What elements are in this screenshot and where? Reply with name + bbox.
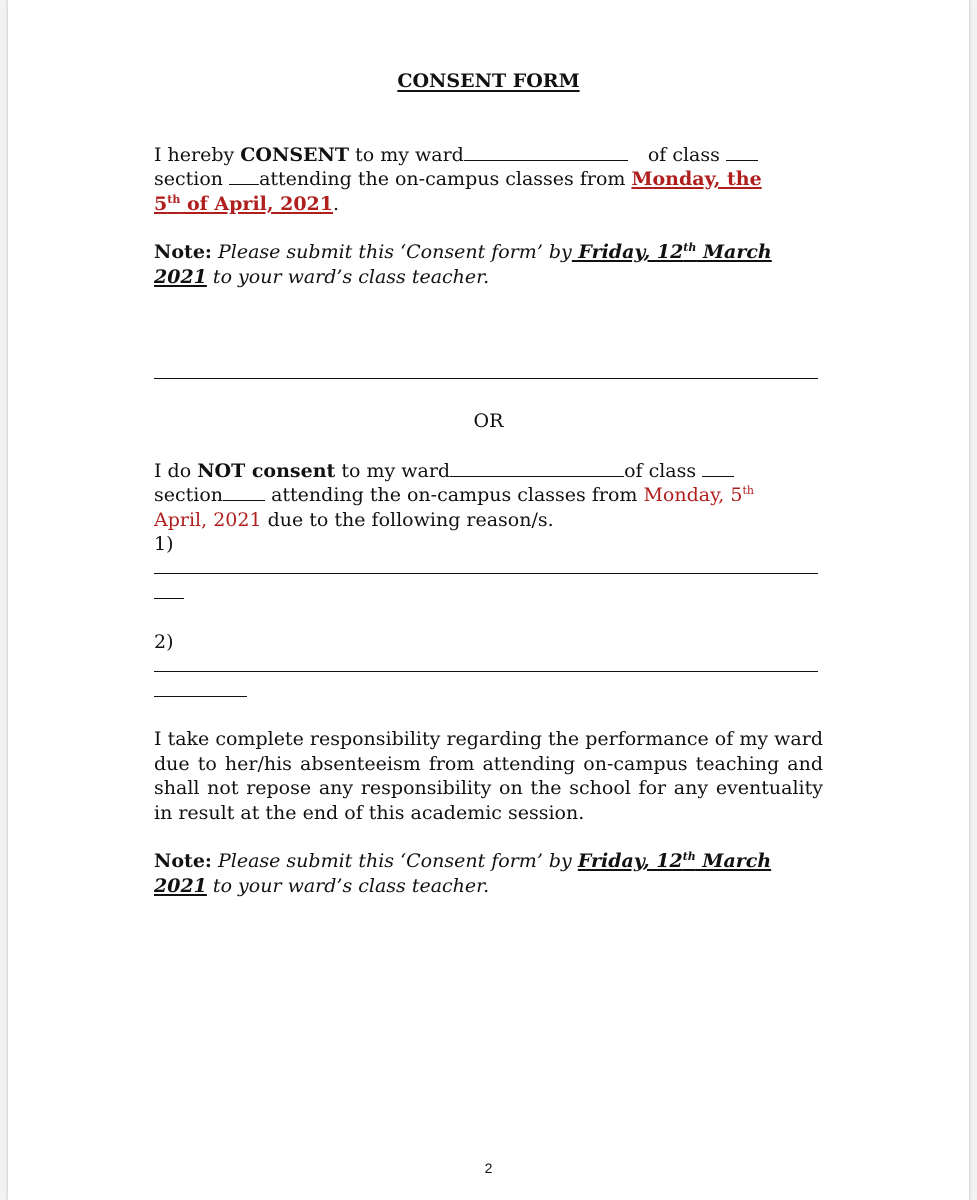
not-consent-date-part2: April, 2021 [154,509,262,531]
note-2-line-2 [154,874,489,899]
not-consent-attending-text: attending the on-campus classes from [265,484,644,506]
note-1-date: Friday, 12th March [571,241,772,263]
note-2-text-a: Please submit this ‘Consent form’ by [211,850,578,872]
consent-period: . [333,193,340,215]
reason-2-line-b[interactable] [154,696,247,697]
note-1-label: Note: [154,241,212,263]
not-consent-section-text: section [154,484,224,506]
consent-attending-text: attending the on-campus classes from [259,168,632,190]
not-consent-line-2 [154,483,754,508]
not-consent-keyword: NOT consent [197,460,336,482]
consent-line-1 [154,143,758,168]
not-consent-line-3 [154,508,554,533]
consent-keyword: CONSENT [240,144,350,166]
note-2-year: 2021 [154,875,207,897]
note-1-text-a: Please submit this ‘Consent form’ by [211,241,572,263]
consent-section-text: section [154,168,230,190]
consent-intro-text: I hereby [154,144,241,166]
not-consent-class-text: of class [624,460,703,482]
note-2-line-1 [154,849,771,874]
not-consent-class-blank[interactable] [702,461,734,477]
not-consent-ward-name-blank[interactable] [450,461,624,477]
note-1-line-2 [154,265,489,290]
note-2-date: Friday, 12th March [577,850,772,872]
ward-name-blank[interactable] [464,145,628,161]
consent-line-3 [154,192,339,217]
not-consent-reason-text: due to the following reason/s. [261,509,554,531]
form-title: CONSENT FORM [397,70,580,92]
not-consent-intro-text: I do [154,460,198,482]
consent-class-text: of class [647,144,726,166]
responsibility-paragraph: I take complete responsibility regarding the performance of my ward due to her/his absenteeism from attending on-campus teaching and shall not repose any responsibility on the school for any eventuality in result at the end of this academic session. [154,728,823,824]
not-consent-line-1 [154,459,734,484]
page-number: 2 [484,1160,493,1176]
note-1-line-1 [154,240,772,265]
reason-2-label: 2) [154,631,174,653]
note-1-text-b: to your ward’s class teacher. [206,266,490,288]
section-blank[interactable] [229,169,259,185]
not-consent-ward-text: to my ward [335,460,451,482]
reason-1-line-b[interactable] [154,598,184,599]
reason-2-line-a[interactable] [154,671,818,672]
consent-ward-text: to my ward [349,144,464,166]
note-2-text-b: to your ward’s class teacher. [206,875,490,897]
consent-date-part2: 5th of April, 2021 [154,193,333,215]
reason-1-label: 1) [154,533,174,555]
separator-line [154,378,818,379]
not-consent-date-part1: Monday, 5th [643,484,754,506]
or-divider: OR [473,410,504,432]
note-1-year: 2021 [154,266,207,288]
not-consent-section-blank[interactable] [223,485,265,501]
document-page [8,0,969,1200]
consent-line-2 [154,167,762,192]
note-2-label: Note: [154,850,212,872]
reason-1-line-a[interactable] [154,573,818,574]
class-blank[interactable] [726,145,758,161]
consent-date-part1: Monday, the [631,168,762,190]
